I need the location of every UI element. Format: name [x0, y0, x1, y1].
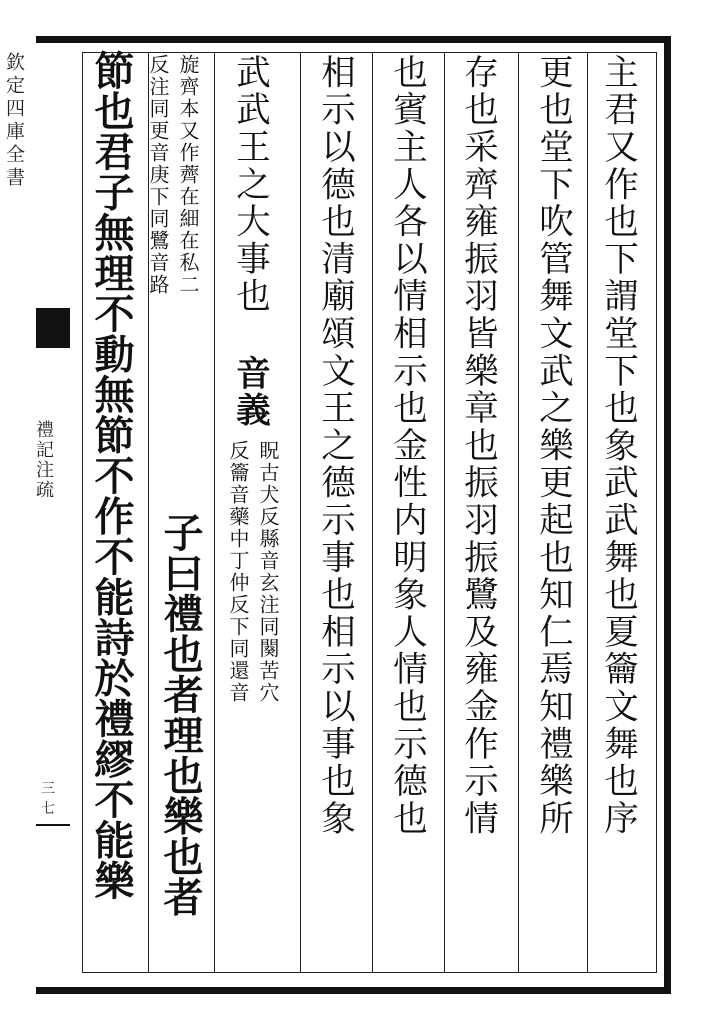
text-column-2: 更也堂下吹管舞文武之樂更起也知仁焉知禮樂所 — [532, 54, 573, 838]
text-column-7-main: 子曰禮也者理也樂也者 — [157, 512, 204, 917]
commentary-right: 眖古犬反縣音玄注同闋苦穴 — [256, 440, 280, 704]
commentary-right: 旋齊本又作薺在細在私二 — [176, 54, 200, 296]
book-title: 禮記注疏 — [33, 420, 54, 500]
text-column-5: 相示以德也清廟頌文王之德示事也相示以事也象 — [314, 54, 355, 838]
column-rule — [518, 52, 519, 972]
yinyi-marker: 音義 — [229, 355, 270, 430]
fish-tail-mark — [36, 308, 70, 348]
page-number: 三七 — [41, 781, 55, 817]
column-rule — [372, 52, 373, 972]
text-column-3: 存也采齊雍振羽皆樂章也振羽振鷺及雍金作示情 — [457, 54, 498, 838]
column-rule — [300, 52, 301, 972]
commentary-left: 反籥音藥中丁仲反下同還音 — [226, 440, 250, 704]
column-rule — [444, 52, 445, 972]
margin-top-rule — [36, 36, 70, 43]
text-column-4: 也賓主人各以情相示也金性内明象人情也示德也 — [386, 54, 427, 838]
edition-title: 欽定四庫全書 — [3, 52, 25, 190]
column-rule — [214, 52, 215, 972]
text-column-8: 節也君子無理不動無節不作不能詩於禮繆不能樂 — [88, 50, 135, 901]
margin-bottom-rule — [36, 824, 70, 826]
text-column-1: 主君又作也下謂堂下也象武武舞也夏籥文舞也序 — [597, 54, 638, 838]
text-column-6-head: 武武王之大事也 — [229, 54, 270, 316]
commentary-left: 反注同更音庚下同鷺音路 — [146, 54, 170, 296]
column-rule — [587, 52, 588, 972]
